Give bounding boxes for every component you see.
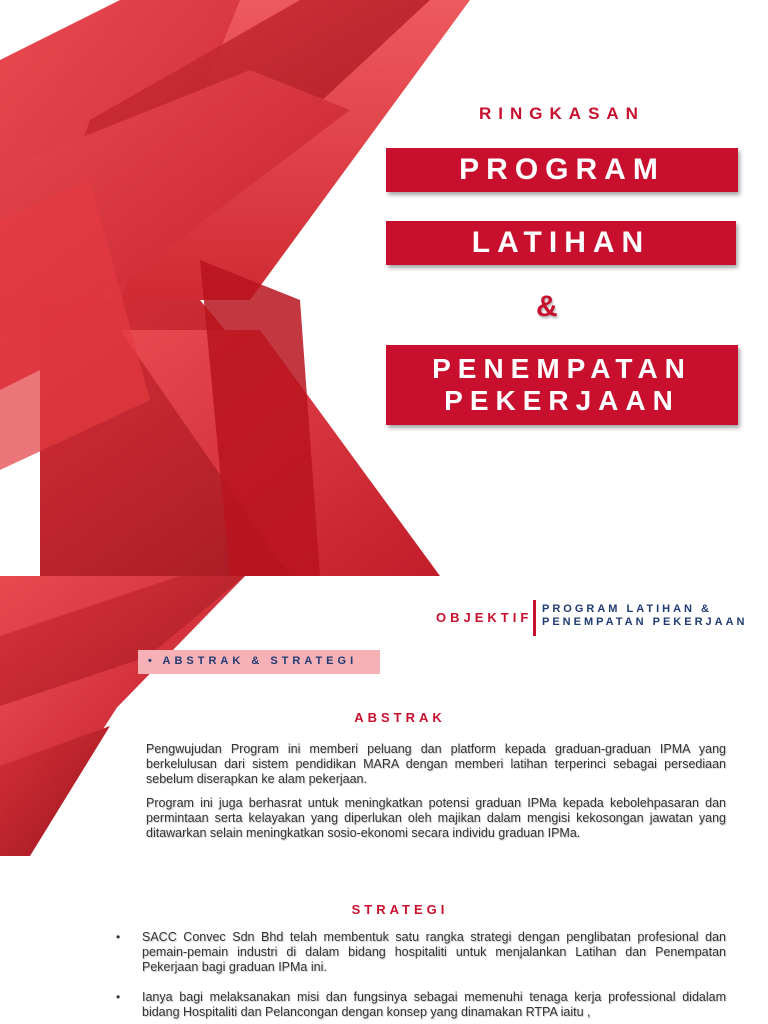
abstrak-paragraph-2: Program ini juga berhasrat untuk meningkatkan potensi graduan IPMa kepada kebolehpasaran dan permintaan serta kelayakan yang diperlukan oleh majikan dalam mengisi kekosongan jawatan yang ditawarkan selain meningkatkan sosio-ekonomi secara individu graduan IPMa. [146,796,726,840]
bullet-marker-1: • [116,930,121,944]
section-pill-label: • ABSTRAK & STRATEGI [148,655,358,667]
objective-label: OBJEKTIF [436,610,533,625]
objective-subtitle [542,603,747,629]
abstrak-heading: ABSTRAK [354,710,446,725]
objective-subtitle-line1: PROGRAM LATIHAN & [542,603,712,615]
strategi-heading: STRATEGI [351,902,449,917]
title-penempatan-box [386,345,738,425]
title-program: PROGRAM [386,148,738,192]
cover-kicker: RINGKASAN [479,104,645,123]
title-penempatan: PENEMPATAN [432,353,692,384]
strategi-bullet-2: Ianya bagi melaksanakan misi dan fungsinya sebagai memenuhi tenaga kerja professional didalam bidang Hospitaliti dan Pelancongan dengan konsep yang dinamakan RTPA iaitu , [142,990,726,1019]
abstrak-paragraph-1: Pengwujudan Program ini memberi peluang dan platform kepada graduan-graduan IPMA yang berkelulusan dari sistem pendidikan MARA dengan memberi latihan terperinci sebagai persediaan sebelum diserapkan ke alam pekerjaan. [146,742,726,786]
objective-subtitle-line2: PENEMPATAN PEKERJAAN [542,616,748,628]
strategi-bullet-1: SACC Convec Sdn Bhd telah membentuk satu rangka strategi dengan penglibatan profesional dan pemain-pemain industri di dalam bidang hospitaliti untuk menjalankan Latihan dan Penempatan Pekerjaan bagi graduan IPMa ini. [142,930,726,974]
title-latihan: LATIHAN [386,221,736,265]
ampersand: & [536,290,558,323]
objective-divider [533,600,536,636]
abstract-strategy-slide [0,576,768,1024]
title-pekerjaan: PEKERJAAN [444,385,680,416]
bullet-marker-2: • [116,990,121,1004]
